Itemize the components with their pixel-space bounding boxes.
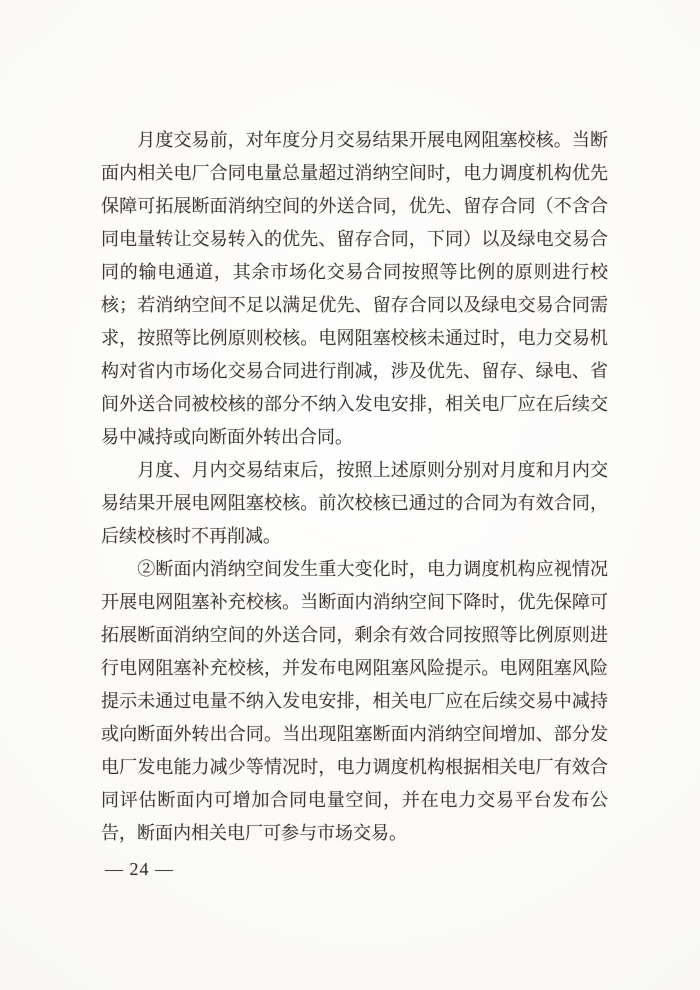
text-line: 拓展断面消纳空间的外送合同，剩余有效合同按照等比例原则进 (101, 625, 608, 645)
text-line: 间外送合同被校核的部分不纳入发电安排，相关电厂应在后续交 (101, 394, 608, 414)
text-line: 面内相关电厂合同电量总量超过消纳空间时，电力调度机构优先 (101, 163, 608, 183)
text-line: 后续校核时不再削减。 (101, 526, 281, 546)
text-line: 构对省内市场化交易合同进行削减，涉及优先、留存、绿电、省 (101, 361, 608, 381)
text-line: 或向断面外转出合同。当出现阻塞断面内消纳空间增加、部分发 (101, 724, 608, 744)
page-number: — 24 — (105, 859, 174, 879)
text-line: 求，按照等比例原则校核。电网阻塞校核未通过时，电力交易机 (101, 328, 608, 348)
text-line: 同评估断面内可增加合同电量空间，并在电力交易平台发布公 (101, 790, 608, 810)
text-line: 同电量转让交易转入的优先、留存合同，下同）以及绿电交易合 (101, 229, 608, 249)
text-line: ②断面内消纳空间发生重大变化时，电力调度机构应视情况 (101, 559, 608, 579)
text-line: 易中减持或向断面外转出合同。 (101, 427, 353, 447)
text-line: 保障可拓展断面消纳空间的外送合同，优先、留存合同（不含合 (101, 196, 608, 216)
text-line: 月度、月内交易结束后，按照上述原则分别对月度和月内交 (101, 460, 608, 480)
text-line: 核；若消纳空间不足以满足优先、留存合同以及绿电交易合同需 (101, 295, 608, 315)
text-line: 同的输电通道，其余市场化交易合同按照等比例的原则进行校 (101, 262, 608, 282)
text-line: 告，断面内相关电厂可参与市场交易。 (101, 823, 407, 843)
text-line: 月度交易前，对年度分月交易结果开展电网阻塞校核。当断 (101, 130, 608, 150)
text-line: 行电网阻塞补充校核，并发布电网阻塞风险提示。电网阻塞风险 (101, 658, 608, 678)
body-text (101, 124, 608, 850)
text-line: 电厂发电能力减少等情况时，电力调度机构根据相关电厂有效合 (101, 757, 608, 777)
text-line: 易结果开展电网阻塞校核。前次校核已通过的合同为有效合同， (101, 493, 608, 513)
text-line: 开展电网阻塞补充校核。当断面内消纳空间下降时，优先保障可 (101, 592, 608, 612)
text-line: 提示未通过电量不纳入发电安排，相关电厂应在后续交易中减持 (101, 691, 608, 711)
